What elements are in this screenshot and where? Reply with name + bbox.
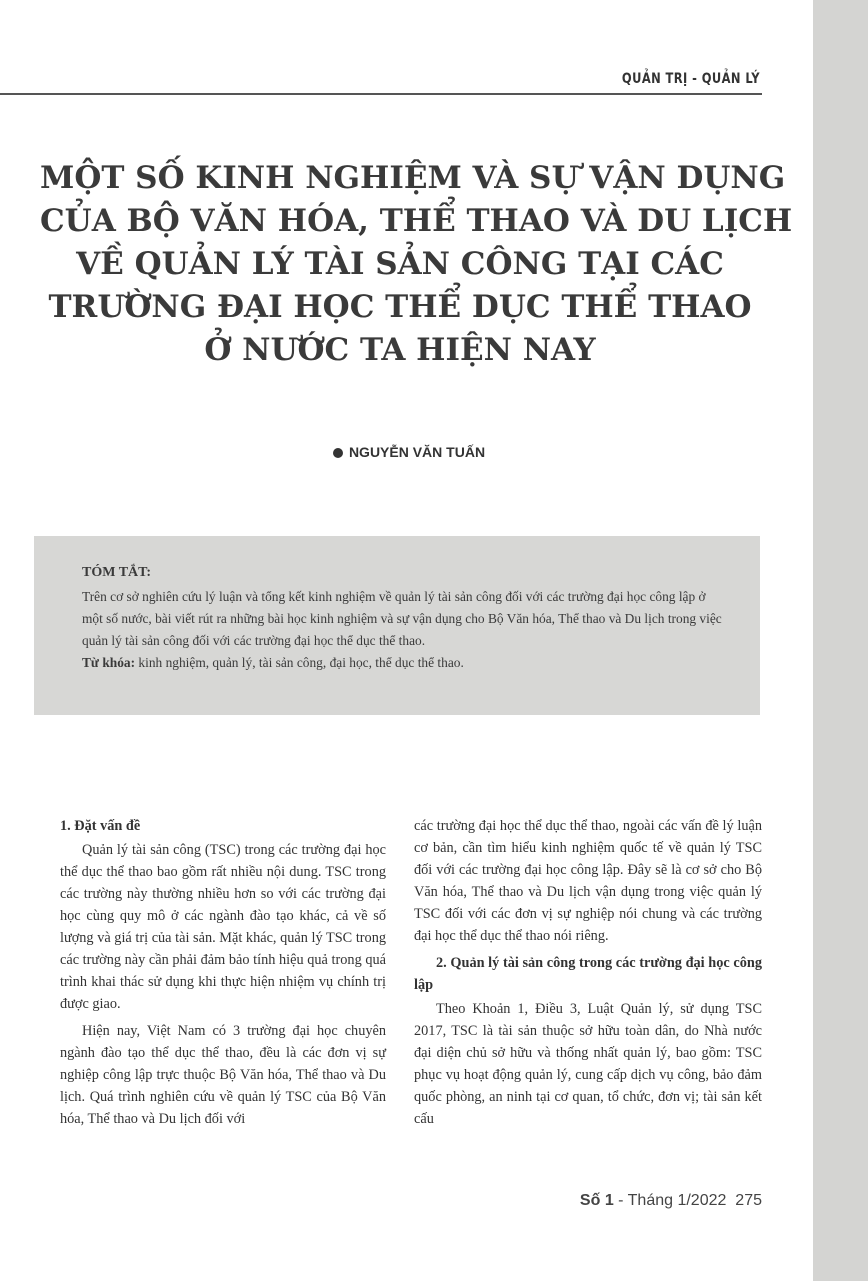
article-title bbox=[40, 157, 793, 372]
bullet-icon bbox=[333, 448, 343, 458]
page-footer bbox=[540, 1192, 762, 1210]
paragraph: Quản lý tài sản công (TSC) trong các trường đại học thể dục thể thao bao gồm rất nhiều nội dung. TSC trong các trường này thường nhiều hơn so với các trường đại học cùng quy mô ở các ngành đào tạo khác, cả về số lượng và giá trị của tài sản. Mặt khác, quản lý TSC trong các trường này cần phải đảm bảo tính hiệu quả trong quá trình khai thác sử dụng khi thực hiện nhiệm vụ chính trị được giao. bbox=[60, 842, 386, 1012]
body-column-right bbox=[414, 815, 762, 1135]
title-line: MỘT SỐ KINH NGHIỆM VÀ SỰ VẬN DỤNG bbox=[40, 160, 786, 196]
author-name: NGUYỄN VĂN TUẤN bbox=[348, 444, 486, 460]
issue-month: - Tháng 1/2022 bbox=[613, 1192, 727, 1209]
author-line bbox=[0, 444, 818, 460]
header-rule bbox=[0, 93, 762, 95]
title-line: Ở NƯỚC TA HIỆN NAY bbox=[204, 332, 596, 368]
section-heading: 2. Quản lý tài sản công trong các trường đại học công lập bbox=[414, 955, 762, 993]
section-heading: 1. Đặt vấn đề bbox=[60, 818, 141, 834]
title-line: TRƯỜNG ĐẠI HỌC THỂ DỤC THỂ THAO bbox=[48, 289, 752, 325]
page-edge-strip bbox=[813, 0, 868, 1281]
section-label: QUẢN TRỊ - QUẢN LÝ bbox=[621, 71, 760, 87]
body-column-left bbox=[60, 815, 386, 1135]
paragraph: các trường đại học thể dục thể thao, ngoài các vấn đề lý luận cơ bản, cần tìm hiểu kinh nghiệm quốc tế về quản lý TSC đối với các trường đại học công lập. Đây sẽ là cơ sở cho Bộ Văn hóa, Thể thao và Du lịch vận dụng trong việc quản lý TSC đối với các đơn vị sự nghiệp nói chung và các trường đại học thể dục thể thao nói riêng. bbox=[414, 818, 762, 944]
keywords-text: kinh nghiệm, quản lý, tài sản công, đại học, thể dục thể thao. bbox=[135, 655, 464, 670]
keywords-line bbox=[82, 652, 724, 674]
keywords-label: Từ khóa: bbox=[82, 655, 136, 670]
paragraph: Hiện nay, Việt Nam có 3 trường đại học chuyên ngành đào tạo thể dục thể thao, đều là các đơn vị sự nghiệp công lập trực thuộc Bộ Văn hóa, Thể thao và Du lịch. Quá trình nghiên cứu về quản lý TSC của Bộ Văn hóa, Thể thao và Du lịch đối với bbox=[60, 1023, 386, 1127]
title-line: VỀ QUẢN LÝ TÀI SẢN CÔNG TẠI CÁC bbox=[76, 246, 724, 282]
issue-number: Số 1 bbox=[579, 1192, 614, 1209]
abstract-box bbox=[34, 536, 760, 715]
page-number: 275 bbox=[735, 1192, 762, 1209]
abstract-label: TÓM TẮT: bbox=[82, 565, 152, 580]
abstract-text: Trên cơ sở nghiên cứu lý luận và tổng kết kinh nghiệm về quản lý tài sản công đối với các trường đại học công lập ở một số nước, bài viết rút ra những bài học kinh nghiệm và sự vận dụng cho Bộ Văn hóa, Thể thao và Du lịch trong việc quản lý tài sản công đối với các trường đại học thể dục thể thao. bbox=[82, 589, 722, 648]
paragraph: Theo Khoản 1, Điều 3, Luật Quản lý, sử dụng TSC 2017, TSC là tài sản thuộc sở hữu toàn dân, do Nhà nước đại diện chủ sở hữu và thống nhất quản lý, bao gồm: TSC phục vụ hoạt động quản lý, cung cấp dịch vụ công, bảo đảm quốc phòng, an ninh tại cơ quan, tổ chức, đơn vị; tài sản kết cấu bbox=[414, 1001, 762, 1127]
title-line: CỦA BỘ VĂN HÓA, THỂ THAO VÀ DU LỊCH bbox=[40, 203, 793, 239]
